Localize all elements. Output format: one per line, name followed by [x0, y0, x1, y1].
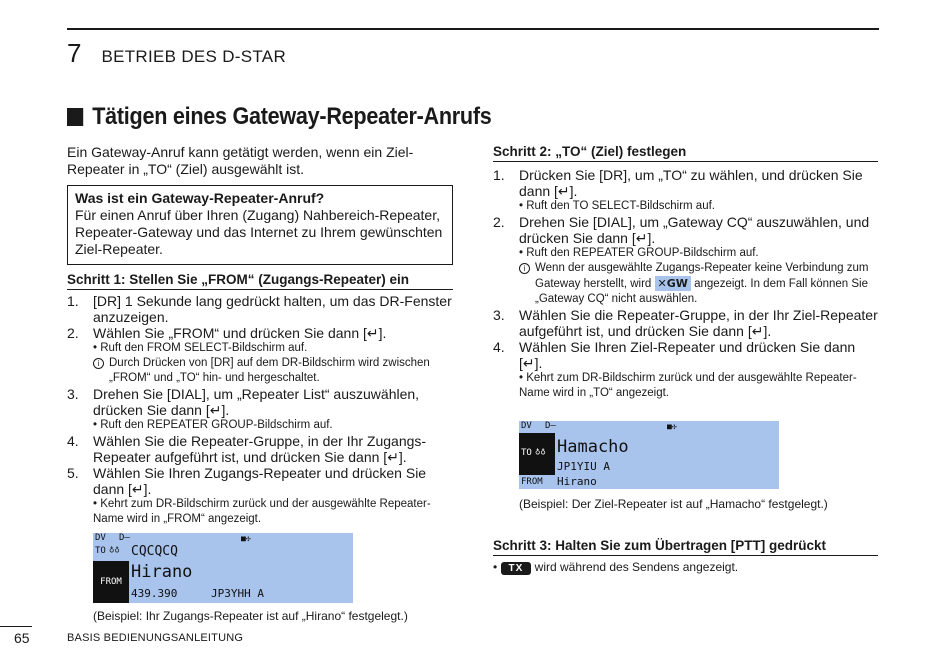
step1-heading: Schritt 1: Stellen Sie „FROM“ (Zugangs-Repeater) ein: [67, 272, 453, 290]
info-icon: i: [93, 358, 104, 369]
item-text: Wählen Sie die Repeater-Gruppe, in der Ihr Zugangs-Repeater aufgeführt ist, und drücken Sie dann [↵].: [93, 433, 427, 465]
item-number: 4.: [493, 339, 505, 355]
lcd-freq: 439.390: [131, 587, 178, 600]
page-number-rule: [0, 626, 32, 627]
item-number: 3.: [67, 386, 79, 402]
item-text: Drehen Sie [DIAL], um „Gateway CQ“ auszuwählen, und drücken Sie dann [↵].: [519, 214, 870, 246]
step2-heading: Schritt 2: „TO“ (Ziel) festlegen: [493, 144, 878, 162]
lcd-band: D–: [545, 421, 556, 431]
no-gateway-icon: ✕GW: [655, 276, 691, 291]
item-text: Wählen Sie die Repeater-Gruppe, in der Ihr Ziel-Repeater aufgeführt ist, und drücken Sie dann [↵].: [519, 307, 878, 339]
list-item: [493, 339, 878, 401]
note-text-b: angezeigt. In dem Fall können Sie „Gateway CQ“ nicht auswählen.: [535, 278, 869, 305]
lcd-screen-to: [519, 421, 779, 489]
item-sub: • Ruft den REPEATER GROUP-Bildschirm auf.: [519, 247, 759, 259]
right-column: [493, 144, 878, 576]
item-sub: • Kehrt zum DR-Bildschirm zurück und der ausgewählte Repeater-Name wird in „TO“ angezeigt.: [519, 372, 857, 399]
page-number: 65: [14, 630, 30, 646]
bullet: •: [493, 560, 498, 574]
lcd-cq-icon: ♁♁: [109, 545, 120, 555]
square-bullet-icon: [67, 108, 83, 126]
info-box-text: Für einen Anruf über Ihren (Zugang) Nahbereich-Repeater, Repeater-Gateway und das Internet zu Ihrem gewünschten Ziel-Repeater.: [75, 207, 443, 257]
lcd-to-label: TO: [95, 546, 106, 556]
item-text: [DR] 1 Sekunde lang gedrückt halten, um das DR-Fenster anzuzeigen.: [93, 293, 452, 325]
step1-list: [67, 293, 453, 527]
lcd-call: JP1YIU A: [557, 460, 610, 473]
item-text: Drehen Sie [DIAL], um „Repeater List“ auszuwählen, drücken Sie dann [↵].: [93, 386, 420, 418]
list-item: [67, 293, 453, 325]
lcd-screen-from: [93, 533, 353, 603]
info-box: [67, 185, 453, 265]
item-note: [93, 356, 453, 386]
item-sub: • Kehrt zum DR-Bildschirm zurück und der ausgewählte Repeater-Name wird in „FROM“ angezeigt.: [93, 498, 431, 525]
top-rule: [67, 28, 879, 30]
list-item: [67, 325, 453, 386]
lcd-mode: DV: [95, 533, 106, 543]
step3-line: [493, 559, 878, 576]
lcd-caption-from: (Beispiel: Ihr Zugangs-Repeater ist auf „Hirano“ festgelegt.): [93, 609, 408, 623]
lcd-mode: DV: [521, 421, 532, 431]
lcd-to-label: TO: [521, 448, 532, 458]
list-item: [493, 307, 878, 339]
item-number: 3.: [493, 307, 505, 323]
intro-paragraph: Ein Gateway-Anruf kann getätigt werden, wenn ein Ziel-Repeater in „TO“ (Ziel) ausgewählt ist.: [67, 144, 414, 177]
item-text: Wählen Sie Ihren Zugangs-Repeater und drücken Sie dann [↵].: [93, 465, 427, 497]
lcd-call: JP3YHH A: [211, 587, 264, 600]
footer-text: BASIS BEDIENUNGSANLEITUNG: [67, 632, 244, 644]
lcd-signal-icon: ■✣: [241, 534, 251, 543]
item-text: Wählen Sie Ihren Ziel-Repeater und drücken Sie dann [↵].: [519, 339, 856, 371]
left-column: [67, 144, 453, 624]
tx-badge-icon: TX: [501, 562, 532, 575]
list-item: [67, 433, 453, 465]
section-title: [67, 103, 492, 131]
item-number: 5.: [67, 465, 79, 481]
chapter-header: [67, 38, 286, 69]
note-text-a: Wenn der ausgewählte Zugangs-Repeater keine Verbindung zum Gateway herstellt, wird: [535, 262, 869, 290]
list-item: [493, 167, 878, 214]
lcd-from-label: FROM: [93, 561, 129, 603]
item-sub: • Ruft den FROM SELECT-Bildschirm auf.: [93, 342, 308, 354]
section-title-text: Tätigen eines Gateway-Repeater-Anrufs: [92, 103, 492, 130]
item-number: 1.: [67, 293, 79, 309]
step3-text: wird während des Sendens angezeigt.: [534, 560, 739, 574]
list-item: [67, 386, 453, 433]
item-number: 4.: [67, 433, 79, 449]
info-box-title: Was ist ein Gateway-Repeater-Anruf?: [75, 190, 325, 206]
lcd-to-value: CQCQCQ: [131, 544, 178, 559]
info-icon: i: [519, 263, 530, 274]
list-item: [67, 465, 453, 527]
list-item: [493, 214, 878, 307]
item-note: [519, 261, 878, 307]
lcd-cq-icon: ♁♁: [535, 447, 546, 457]
lcd-to-value: Hamacho: [557, 437, 629, 457]
lcd-band: D–: [119, 533, 130, 543]
lcd-caption-to: (Beispiel: Der Ziel-Repeater ist auf „Hamacho“ festgelegt.): [519, 497, 828, 511]
chapter-number: 7: [67, 38, 82, 68]
item-text: Wählen Sie „FROM“ und drücken Sie dann [↵].: [93, 325, 387, 341]
lcd-from-value: Hirano: [131, 562, 193, 582]
item-sub: • Ruft den TO SELECT-Bildschirm auf.: [519, 200, 715, 212]
step2-list: [493, 167, 878, 401]
item-number: 2.: [493, 214, 505, 230]
note-text: Durch Drücken von [DR] auf dem DR-Bildschirm wird zwischen „FROM“ und „TO“ hin- und hergeschaltet.: [109, 357, 430, 384]
item-sub: • Ruft den REPEATER GROUP-Bildschirm auf.: [93, 419, 333, 431]
item-number: 1.: [493, 167, 505, 183]
chapter-title: BETRIEB DES D-STAR: [101, 47, 287, 66]
item-text: Drücken Sie [DR], um „TO“ zu wählen, und drücken Sie dann [↵].: [519, 167, 863, 199]
lcd-from-value: Hirano: [557, 475, 597, 488]
lcd-from-label: FROM: [521, 477, 543, 487]
lcd-signal-icon: ■✣: [667, 422, 677, 431]
item-number: 2.: [67, 325, 79, 341]
step3-heading: Schritt 3: Halten Sie zum Übertragen [PTT] gedrückt: [493, 538, 878, 556]
